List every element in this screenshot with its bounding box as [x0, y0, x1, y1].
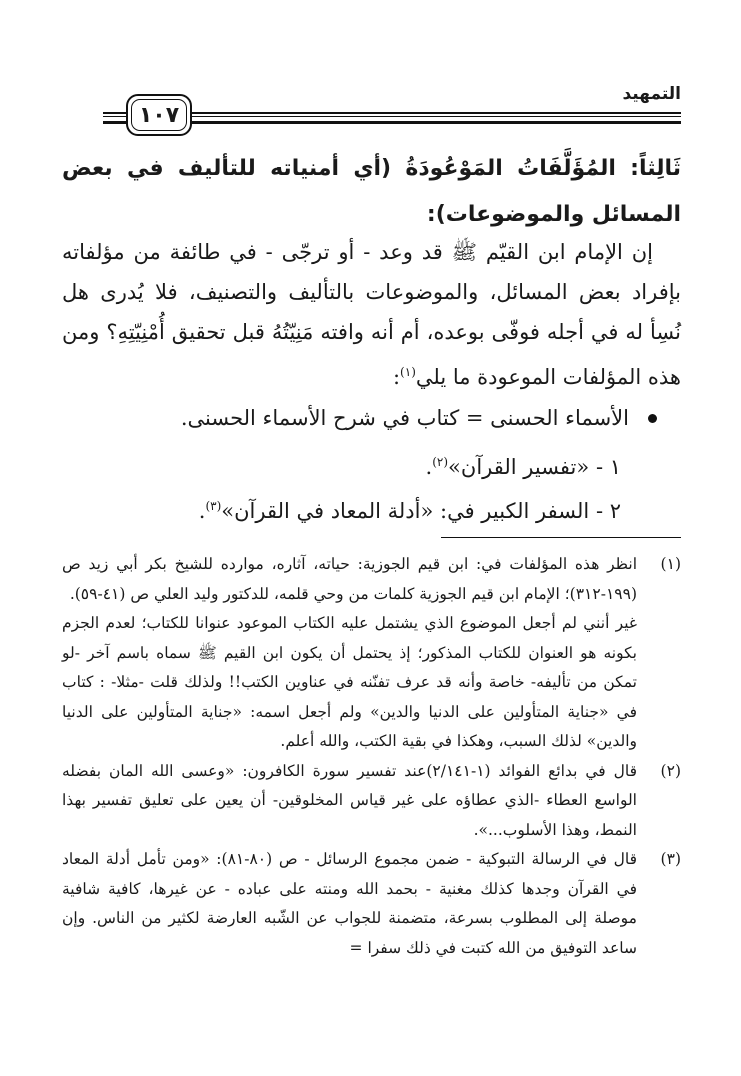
footnote-ref: (٣) — [205, 499, 222, 513]
list-item-text: «تفسير القرآن» — [448, 455, 590, 479]
footnotes — [62, 550, 681, 963]
footnote-number: (٢) — [660, 761, 681, 780]
list-item-end: . — [198, 499, 206, 523]
page-number-box — [126, 94, 192, 136]
footnote-text: قال في بدائع الفوائد (١-٢/١٤١)عند تفسير سورة الكافرون: «وعسى الله المان بفضله الواسع العطاء -الذي عطاؤه على غير قياس المخلوقين- أن يعين على تعليق تفسير بهذا النمط، وهذا الأسلوب...». — [62, 761, 638, 839]
list-item-marker: ١ - — [595, 455, 621, 479]
running-title: التمهيد — [622, 84, 681, 104]
list-item-text: السفر الكبير في: «أدلة المعاد في القرآن» — [221, 499, 590, 523]
list-item — [62, 440, 681, 484]
promised-works-list — [62, 396, 681, 528]
paragraph-text: إن الإمام ابن القيّم ﷺ قد وعد - أو ترجّى - في طائفة من مؤلفاته بإفراد بعض المسائل، والموضوعات بالتأليف والتصنيف، فلا يُدرى هل نُسِأ له في أجله فوفّى بوعده، أم أنه وافته مَنِيّتُهُ قبل تحقيق أُمْنِيّتِهِ؟ ومن هذه المؤلفات الموعودة ما يلي — [62, 240, 681, 389]
footnote — [62, 845, 681, 963]
footnote-text: غير أنني لم أجعل الموضوع الذي يشتمل عليه الكتاب الموعود عنوانا للكتاب؛ لعدم الجزم بكونه هو العنوان للكتاب المذكور؛ إذ يحتمل أن يكون ابن القيم ﷺ سماه باسم آخر -لو تمكن من تأليفه- خاصة وأنه قد عرف تفنّنه في عناوين الكتب!! ولذلك قلت -مثلا- : كتاب في «جناية المتأولين على الدنيا والدين» ولم أجعل اسمه: «جناية المتأولين على الدنيا والدين» لذلك السبب، وهكذا في بقية الكتب، والله أعلم. — [62, 614, 637, 750]
footnote-text: انظر هذه المؤلفات في: ابن قيم الجوزية: حياته، آثاره، موارده للشيخ بكر أبي زيد ص (١٩٩-٣١٢)؛ الإمام ابن قيم الجوزية كلمات من وحي قلمه، للدكتور وليد العلي ص (٤١-٥٩). — [62, 555, 637, 603]
list-item-marker: ٢ - — [595, 499, 621, 523]
footnote-number: (٣) — [660, 850, 681, 868]
list-item — [62, 484, 681, 528]
section-heading: ثَالِثاً: المُؤَلَّفَاتُ المَوْعُودَةُ (أي أمنياته للتأليف في بعض المسائل والموضوعات): — [62, 156, 681, 227]
list-item-text: الأسماء الحسنى = كتاب في شرح الأسماء الحسنى. — [180, 406, 629, 430]
main-text — [62, 232, 681, 397]
footnote-ref: (٢) — [432, 455, 449, 469]
list-item-end: . — [425, 455, 433, 479]
footnote — [62, 550, 681, 757]
footnote-ref: (١) — [400, 365, 416, 379]
bullet-icon — [648, 414, 657, 423]
list-item — [62, 396, 681, 440]
page-number: ١٠٧ — [138, 102, 180, 128]
footnote — [62, 757, 681, 846]
footnote-number: (١) — [660, 555, 681, 573]
intro-paragraph — [62, 232, 681, 397]
footnote-separator — [441, 537, 681, 538]
footnote-text: قال في الرسالة التبوكية - ضمن مجموع الرسائل - ص (٨٠-٨١): «ومن تأمل أدلة المعاد في القرآن وجدها كذلك مغنية - بحمد الله ومنته على عباده - عن غيرها، كافية شافية موصلة إلى المطلوب بسرعة، متضمنة للجواب عن الشّبه العارضة لكثير من الناس. وإن ساعد التوفيق من الله كتبت في ذلك سفرا = — [62, 850, 637, 957]
paragraph-end: : — [392, 365, 401, 389]
